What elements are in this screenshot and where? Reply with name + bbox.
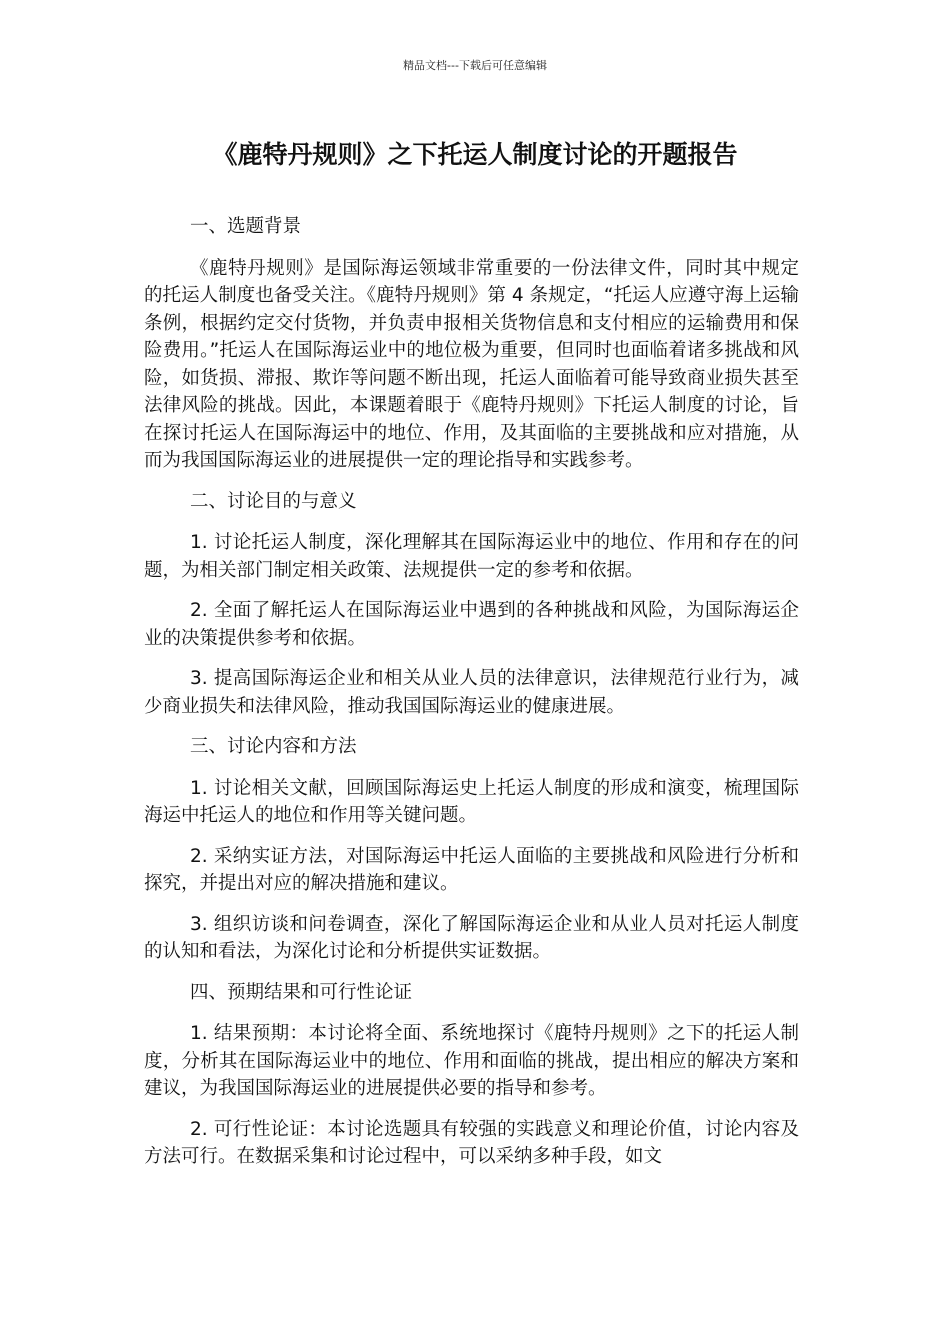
paragraph: 2. 可行性论证：本讨论选题具有较强的实践意义和理论价值，讨论内容及方法可行。在数据采集和讨论过程中，可以采纳多种手段，如文 <box>144 1118 799 1167</box>
section-heading: 四、预期结果和可行性论证 <box>190 981 413 1003</box>
section-heading: 三、讨论内容和方法 <box>190 736 357 757</box>
paragraph: 2. 采纳实证方法，对国际海运中托运人面临的主要挑战和风险进行分析和探究，并提出对应的解决措施和建议。 <box>144 845 799 894</box>
paragraph: 2. 全面了解托运人在国际海运业中遇到的各种挑战和风险，为国际海运企业的决策提供参考和依据。 <box>144 600 799 649</box>
document-body <box>144 213 799 1171</box>
paragraph: 1. 讨论相关文献，回顾国际海运史上托运人制度的形成和演变，梳理国际海运中托运人的地位和作用等关键问题。 <box>144 777 799 826</box>
section-heading: 一、选题背景 <box>190 216 302 237</box>
section-heading: 二、讨论目的与意义 <box>190 490 357 512</box>
paragraph: 3. 组织访谈和问卷调查，深化了解国际海运企业和从业人员对托运人制度的认知和看法，为深化讨论和分析提供实证数据。 <box>144 913 799 962</box>
paragraph: 《鹿特丹规则》是国际海运领域非常重要的一份法律文件，同时其中规定的托运人制度也备受关注。《鹿特丹规则》第 4 条规定，“托运人应遵守海上运输条例，根据约定交付货物，并负责申报相关货物信息和支付相应的运输费用和保险费用。”托运人在国际海运业中的地位极为重要，但同时也面临着诸多挑战和风险，如货损、滞报、欺诈等问题不断出现，托运人面临着可能导致商业损失甚至法律风险的挑战。因此，本课题着眼于《鹿特丹规则》下托运人制度的讨论，旨在探讨托运人在国际海运中的地位、作用，及其面临的主要挑战和应对措施，从而为我国国际海运业的进展提供一定的理论指导和实践参考。 <box>144 257 799 471</box>
paragraph: 1. 讨论托运人制度，深化理解其在国际海运业中的地位、作用和存在的问题，为相关部门制定相关政策、法规提供一定的参考和依据。 <box>144 532 799 581</box>
paragraph: 3. 提高国际海运企业和相关从业人员的法律意识，法律规范行业行为，减少商业损失和法律风险，推动我国国际海运业的健康进展。 <box>144 668 799 717</box>
section-content-method <box>144 733 799 966</box>
document-title: 《鹿特丹规则》之下托运人制度讨论的开题报告 <box>212 140 738 169</box>
section-expected-results <box>144 979 799 1171</box>
section-background <box>144 213 799 475</box>
header-note: 精品文档---下载后可任意编辑 <box>403 59 547 72</box>
section-purpose <box>144 488 799 721</box>
paragraph: 1. 结果预期：本讨论将全面、系统地探讨《鹿特丹规则》之下的托运人制度，分析其在国际海运业中的地位、作用和面临的挑战，提出相应的解决方案和建议，为我国国际海运业的进展提供必要的指导和参考。 <box>144 1023 799 1099</box>
